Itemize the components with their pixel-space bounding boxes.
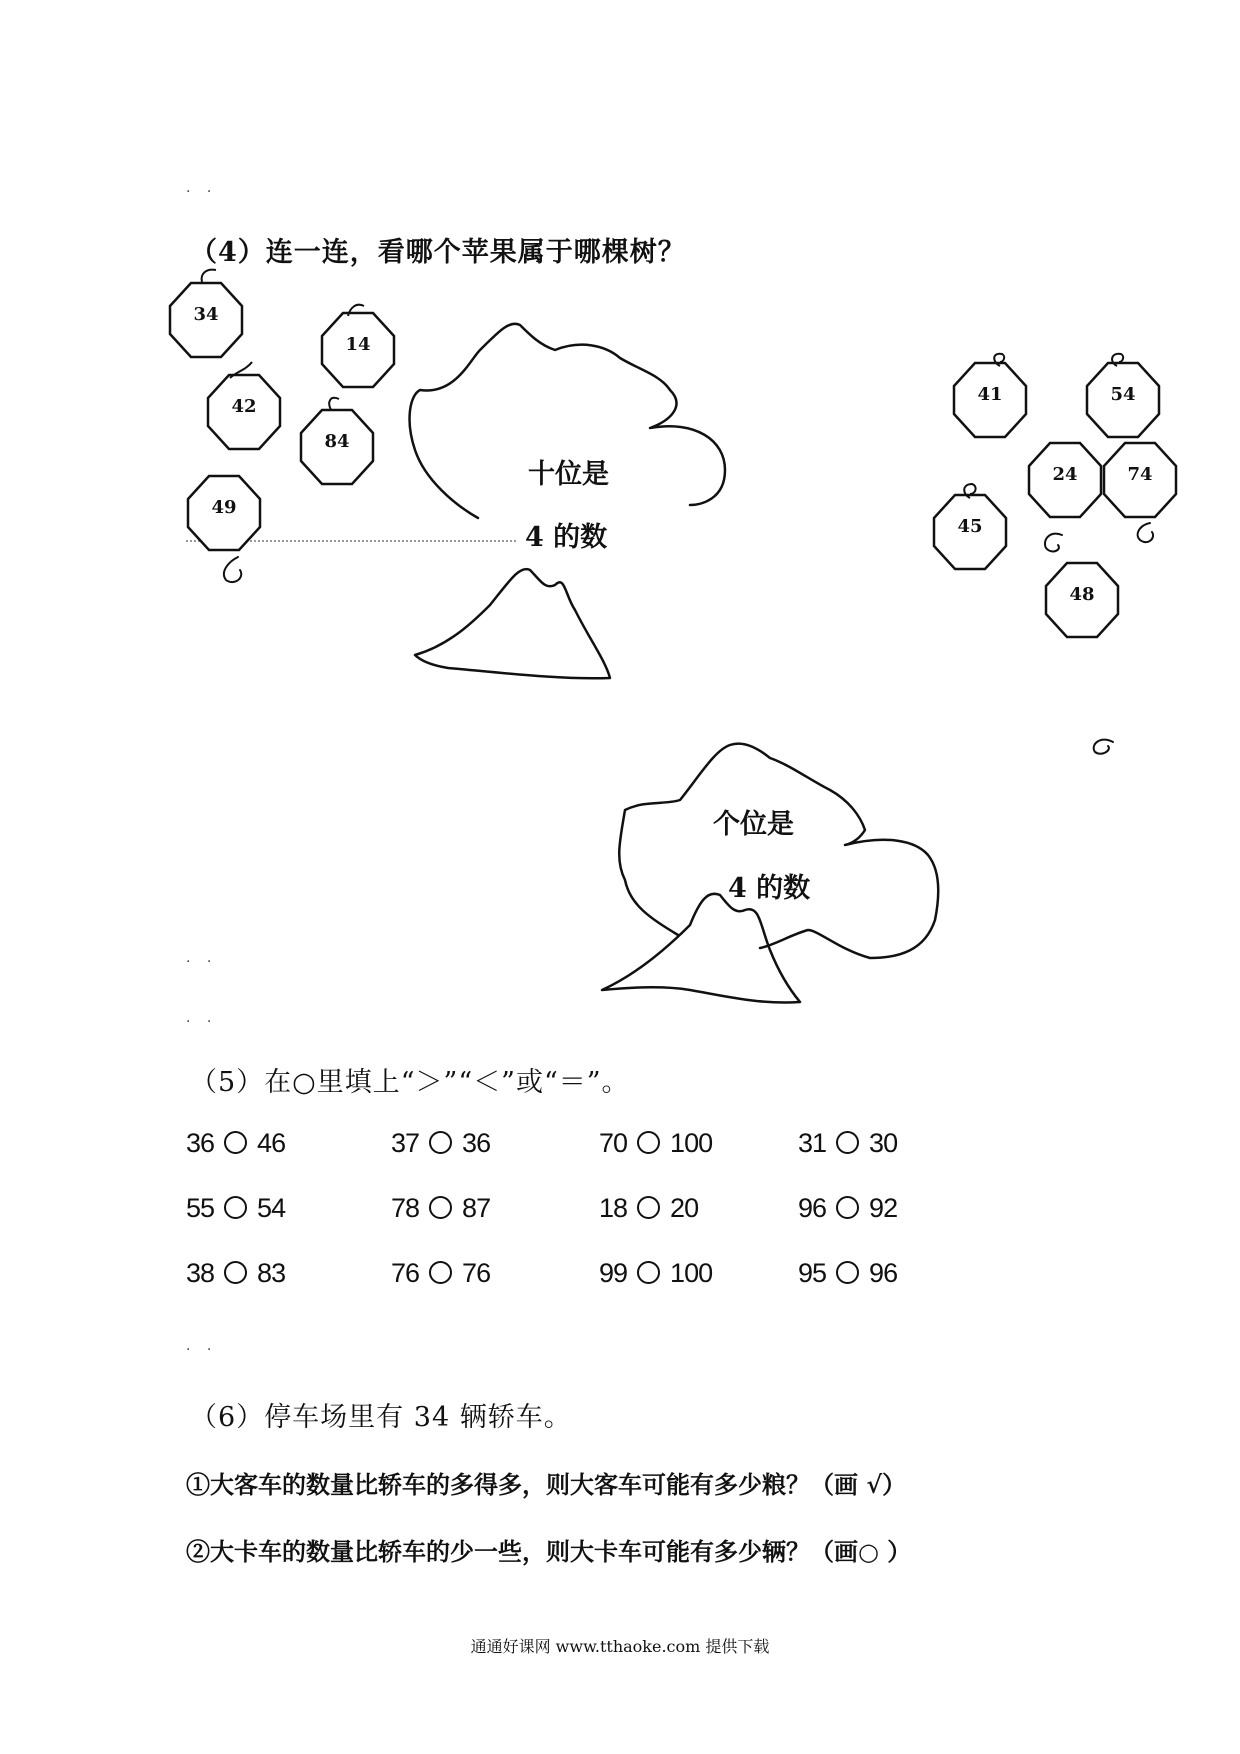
answer-circle[interactable] — [836, 1261, 859, 1284]
apple-number: 54 — [1110, 384, 1136, 405]
apple-number: 45 — [957, 516, 983, 537]
tree-bottom-crown — [619, 744, 938, 958]
compare-item: 38 83 — [186, 1258, 286, 1288]
answer-circle[interactable] — [224, 1131, 247, 1154]
apple-number: 48 — [1069, 584, 1095, 605]
margin-dots: . . — [186, 180, 218, 196]
tree-top-trunk — [415, 569, 610, 678]
compare-item: 95 96 — [798, 1258, 898, 1288]
tree-bottom-line1: 个位是 — [713, 809, 794, 840]
answer-circle[interactable] — [224, 1261, 247, 1284]
answer-circle[interactable] — [224, 1196, 247, 1219]
apple-number: 24 — [1052, 464, 1078, 485]
apple[interactable] — [1083, 350, 1163, 440]
answer-circle[interactable] — [836, 1196, 859, 1219]
apple-number: 49 — [211, 497, 237, 518]
apple[interactable] — [166, 270, 246, 360]
compare-item: 31 30 — [798, 1128, 898, 1158]
answer-circle[interactable] — [637, 1196, 660, 1219]
q5-title: （5）在○里填上“＞”“＜”或“＝”。 — [190, 1067, 630, 1098]
apple-number: 42 — [231, 396, 257, 417]
answer-circle[interactable] — [429, 1196, 452, 1219]
apple[interactable] — [318, 300, 398, 390]
q6-item-2: ②大卡车的数量比轿车的少一些，则大卡车可能有多少辆？（画○ ） — [186, 1537, 912, 1566]
compare-item: 18 20 — [599, 1193, 699, 1223]
apple[interactable] — [204, 362, 284, 452]
compare-item: 99 100 — [599, 1258, 713, 1288]
apple[interactable] — [1042, 550, 1122, 640]
tree-bottom-line2: 4 的数 — [728, 873, 811, 904]
apple[interactable] — [1025, 430, 1105, 520]
margin-dots: . . — [186, 950, 218, 966]
apple[interactable] — [930, 482, 1010, 572]
tree-top-line1: 十位是 — [528, 459, 609, 490]
answer-circle[interactable] — [429, 1131, 452, 1154]
apple[interactable] — [184, 463, 264, 553]
margin-dots: . . — [186, 1010, 218, 1026]
apple-number: 74 — [1127, 464, 1153, 485]
tree-top-line2: 4 的数 — [525, 522, 608, 553]
q4-title: （4）连一连，看哪个苹果属于哪棵树？ — [190, 237, 686, 268]
apple-number: 14 — [345, 334, 371, 355]
footer-text: 通通好课网 www.tthaoke.com 提供下载 — [470, 1637, 770, 1656]
apple[interactable] — [1100, 430, 1180, 520]
compare-item: 37 36 — [391, 1128, 491, 1158]
margin-dots: . . — [186, 1338, 218, 1354]
tree-bottom-trunk — [602, 894, 800, 1003]
apple-number: 41 — [977, 384, 1003, 405]
compare-item: 96 92 — [798, 1193, 898, 1223]
compare-item: 55 54 — [186, 1193, 286, 1223]
compare-item: 36 46 — [186, 1128, 286, 1158]
apple[interactable] — [297, 397, 377, 487]
apple-number: 34 — [193, 304, 219, 325]
compare-item: 70 100 — [599, 1128, 713, 1158]
answer-circle[interactable] — [836, 1131, 859, 1154]
q6-title: （6）停车场里有 34 辆轿车。 — [190, 1402, 572, 1433]
answer-circle[interactable] — [429, 1261, 452, 1284]
apple-number: 84 — [324, 431, 350, 452]
answer-circle[interactable] — [637, 1261, 660, 1284]
q6-item-1: ①大客车的数量比轿车的多得多，则大客车可能有多少粮？（画 √） — [186, 1470, 907, 1499]
apple[interactable] — [950, 350, 1030, 440]
compare-item: 78 87 — [391, 1193, 491, 1223]
answer-circle[interactable] — [637, 1131, 660, 1154]
stray-stems — [224, 523, 1153, 754]
compare-item: 76 76 — [391, 1258, 491, 1288]
